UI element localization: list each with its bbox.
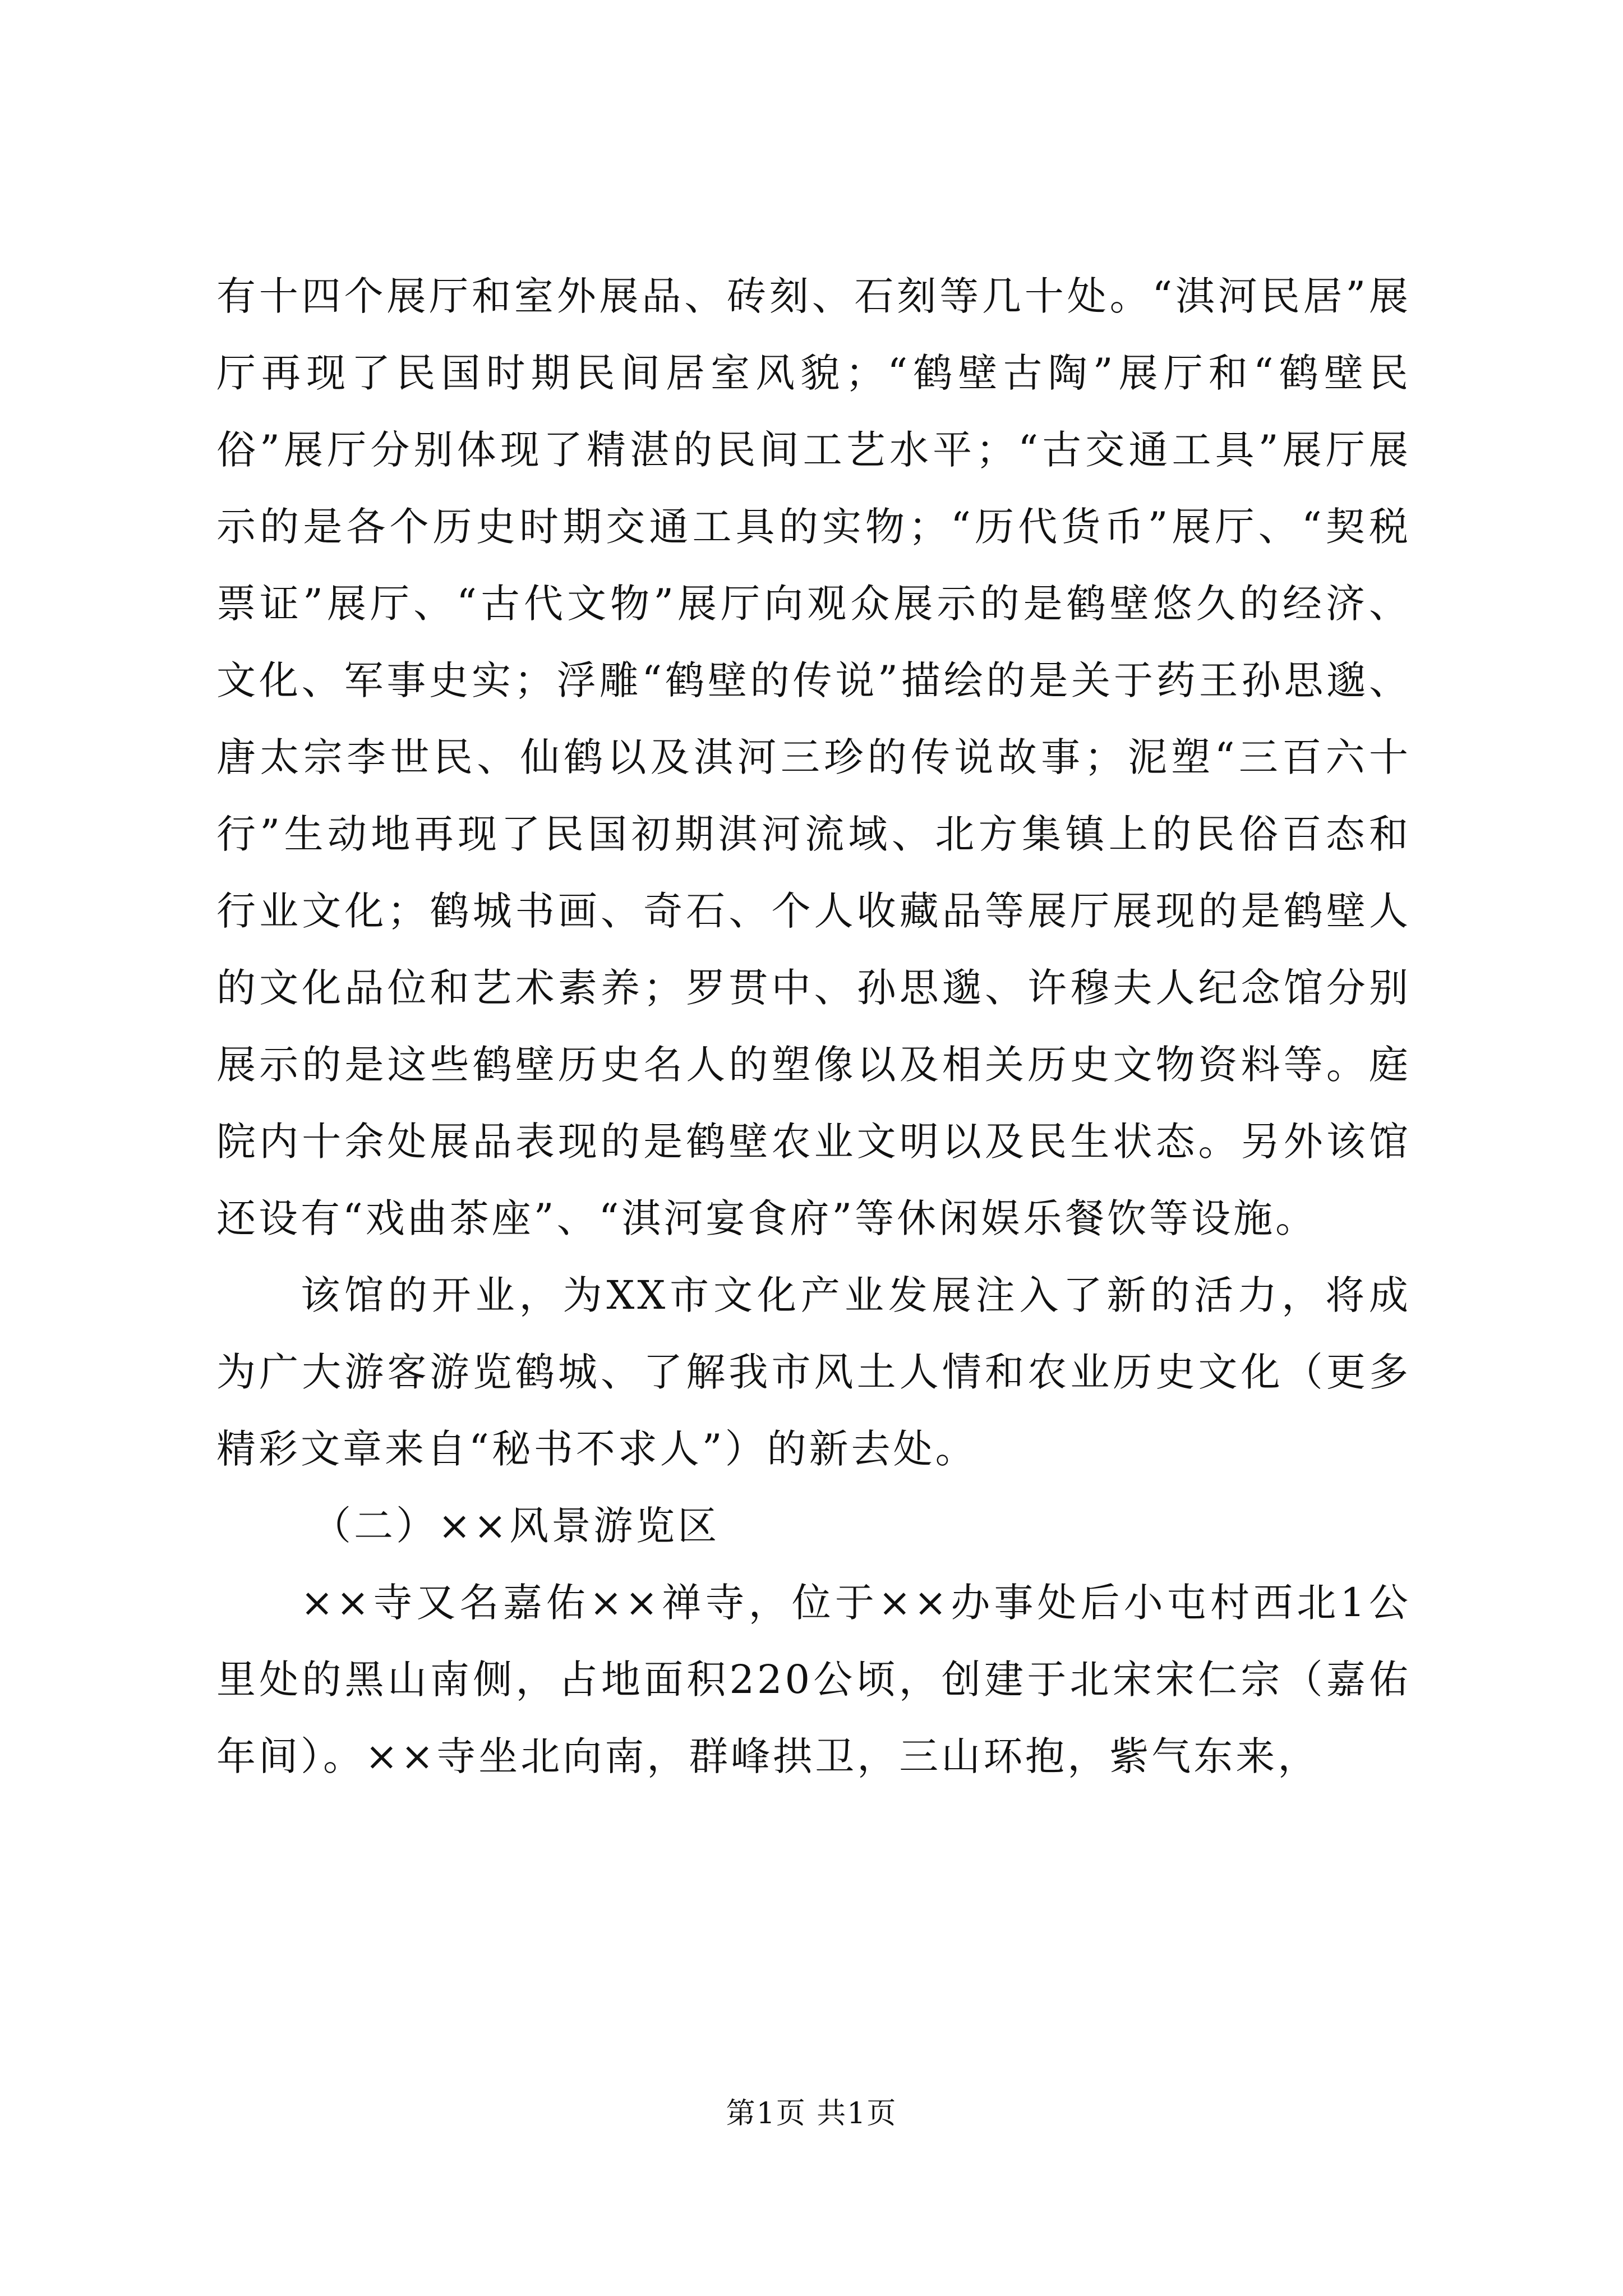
- document-body: [216, 258, 1411, 1795]
- paragraph-temple: ××寺又名嘉佑××禅寺，位于××办事处后小屯村西北1公里处的黑山南侧，占地面积220公顷，创建于北宋宋仁宗（嘉佑年间）。××寺坐北向南，群峰拱卫，三山环抱，紫气东来，: [216, 1580, 1411, 1779]
- paragraph-museum-opening: 该馆的开业，为XX市文化产业发展注入了新的活力，将成为广大游客游览鹤城、了解我市风土人情和农业历史文化（更多精彩文章来自“秘书不求人”）的新去处。: [216, 1272, 1411, 1472]
- page-footer: 第1页 共1页: [726, 2097, 897, 2131]
- paragraph-museum-halls: 有十四个展厅和室外展品、砖刻、石刻等几十处。“淇河民居”展厅再现了民国时期民间居室风貌；“鹤壁古陶”展厅和“鹤壁民俗”展厅分别体现了精湛的民间工艺水平；“古交通工具”展厅展示的是各个历史时期交通工具的实物；“历代货币”展厅、“契税票证”展厅、“古代文物”展厅向观众展示的是鹤壁悠久的经济、文化、军事史实；浮雕“鹤壁的传说”描绘的是关于药王孙思邈、唐太宗李世民、仙鹤以及淇河三珍的传说故事；泥塑“三百六十行”生动地再现了民国初期淇河流域、北方集镇上的民俗百态和行业文化；鹤城书画、奇石、个人收藏品等展厅展现的是鹤壁人的文化品位和艺术素养；罗贯中、孙思邈、许穆夫人纪念馆分别展示的是这些鹤壁历史名人的塑像以及相关历史文物资料等。庭院内十余处展品表现的是鹤壁农业文明以及民生状态。另外该馆还设有“戏曲茶座”、“淇河宴食府”等休闲娱乐餐饮等设施。: [216, 273, 1411, 1241]
- section-heading: （二）××风景游览区: [312, 1503, 720, 1549]
